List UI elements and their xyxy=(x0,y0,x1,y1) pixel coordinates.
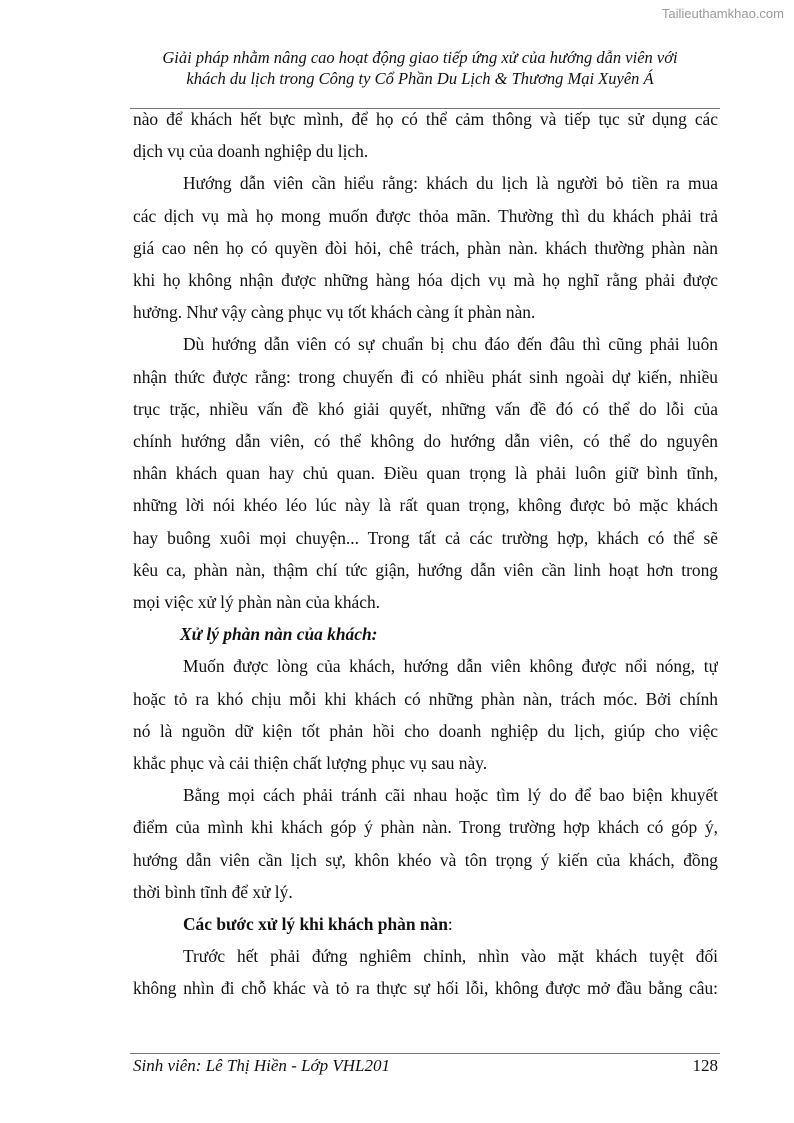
text-line: nhân khách quan hay chủ quan. Điều quan trọng là phải luôn giữ bình tĩnh, xyxy=(133,463,718,484)
body-text xyxy=(133,103,718,1005)
text-line: nó là nguồn dữ kiện tốt phản hồi cho doanh nghiệp du lịch, giúp cho việc xyxy=(133,720,718,741)
text-line: mọi việc xử lý phàn nàn của khách. xyxy=(133,592,381,613)
text-line: nào để khách hết bực mình, để họ có thể cảm thông và tiếp tục sử dụng các xyxy=(133,109,718,129)
text-line: các dịch vụ mà họ mong muốn được thỏa mãn. Thường thì du khách phải trả xyxy=(133,205,718,226)
text-line: chính hướng dẫn viên, có thể không do hướng dẫn viên, có thể do nguyên xyxy=(133,431,718,452)
heading-colon: : xyxy=(447,914,453,935)
section-heading xyxy=(133,908,718,940)
footer-student: Sinh viên: Lê Thị Hiền - Lớp VHL201 xyxy=(133,1056,390,1075)
text-line: trục trặc, nhiều vấn đề khó giải quyết, những vấn đề đó có thể do lỗi của xyxy=(133,398,718,419)
heading-bold: Các bước xử lý khi khách phàn nàn xyxy=(183,914,448,935)
section-heading: Xử lý phàn nàn của khách: xyxy=(180,624,378,645)
header-line: khách du lịch trong Công ty Cổ Phần Du Lịch & Thương Mại Xuyên Á xyxy=(186,69,654,88)
running-header xyxy=(120,47,720,89)
text-line: thời bình tĩnh để xử lý. xyxy=(133,881,293,902)
text-line: khắc phục và cải thiện chất lượng phục vụ sau này. xyxy=(133,753,488,774)
text-line: Bằng mọi cách phải tránh cãi nhau hoặc tìm lý do để bao biện khuyết xyxy=(183,785,718,806)
text-line: hướng dẫn viên cần lịch sự, khôn khéo và tôn trọng ý kiến của khách, đồng xyxy=(133,849,718,870)
text-line: điểm của mình khi khách góp ý phàn nàn. Trong trường hợp khách có góp ý, xyxy=(133,817,718,838)
text-line: Hướng dẫn viên cần hiểu rằng: khách du lịch là người bỏ tiền ra mua xyxy=(183,173,718,194)
text-line: hoặc tỏ ra khó chịu mỗi khi khách có những phàn nàn, trách móc. Bởi chính xyxy=(133,688,718,709)
text-line: dịch vụ của doanh nghiệp du lịch. xyxy=(133,141,369,162)
text-line: nhận thức được rằng: trong chuyến đi có nhiều phát sinh ngoài dự kiến, nhiều xyxy=(133,366,718,387)
text-line: không nhìn đi chỗ khác và tỏ ra thực sự hối lỗi, không được mở đầu bằng câu: xyxy=(133,978,718,999)
footer xyxy=(133,1056,718,1076)
text-line: Dù hướng dẫn viên có sự chuẩn bị chu đáo đến đâu thì cũng phải luôn xyxy=(183,334,718,355)
text-line: kêu ca, phàn nàn, thậm chí tức giận, hướng dẫn viên cần linh hoạt hơn trong xyxy=(133,559,718,580)
text-line: hay buông xuôi mọi chuyện... Trong tất cả các trường hợp, khách có thể sẽ xyxy=(133,527,718,548)
text-line: những lời nói khéo léo lúc này là rất quan trọng, không được bỏ mặc khách xyxy=(133,495,718,516)
watermark: Tailieuthamkhao.com xyxy=(661,6,784,21)
footer-rule xyxy=(130,1053,720,1054)
page-number: 128 xyxy=(692,1056,718,1075)
text-line: khi họ không nhận được những hàng hóa dịch vụ mà họ nghĩ rằng phải được xyxy=(133,270,718,291)
text-line: hưởng. Như vậy càng phục vụ tốt khách càng ít phàn nàn. xyxy=(133,302,536,323)
text-line: Trước hết phải đứng nghiêm chỉnh, nhìn vào mặt khách tuyệt đối xyxy=(183,946,718,967)
header-line: Giải pháp nhằm nâng cao hoạt động giao tiếp ứng xử của hướng dẫn viên với xyxy=(162,48,678,67)
text-line: giá cao nên họ có quyền đòi hỏi, chê trách, phàn nàn. khách thường phàn nàn xyxy=(133,237,718,258)
text-line: Muốn được lòng của khách, hướng dẫn viên không được nổi nóng, tự xyxy=(183,656,718,677)
